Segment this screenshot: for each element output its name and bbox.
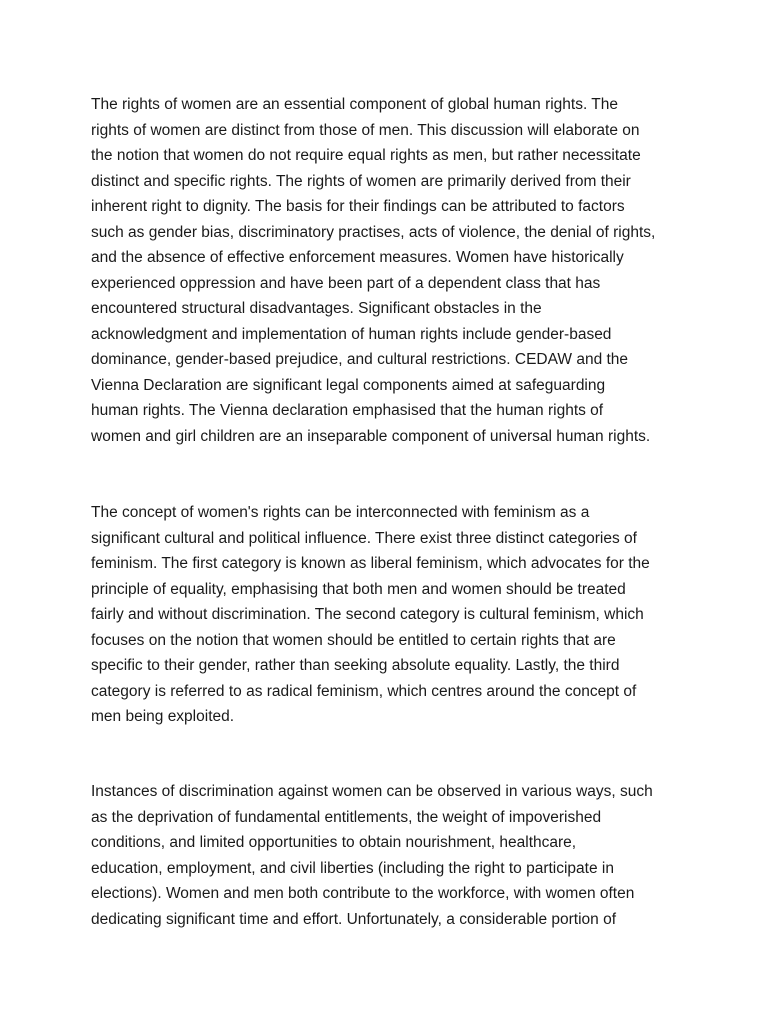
text-line: dominance, gender-based prejudice, and cultural restrictions. CEDAW and the <box>91 351 629 368</box>
text-line: the notion that women do not require equal rights as men, but rather necessitate <box>91 147 641 164</box>
text-line: specific to their gender, rather than seeking absolute equality. Lastly, the third <box>91 657 620 674</box>
text-line: such as gender bias, discriminatory practises, acts of violence, the denial of rights, <box>91 223 656 241</box>
text-line: and the absence of effective enforcement measures. Women have historically <box>91 249 624 266</box>
text-line: Instances of discrimination against women can be observed in various ways, such <box>91 783 653 800</box>
text-line: Vienna Declaration are significant legal components aimed at safeguarding <box>91 376 606 394</box>
text-line: as the deprivation of fundamental entitlements, the weight of impoverished <box>91 808 602 826</box>
paragraph-feminism-categories <box>91 500 691 730</box>
text-line: focuses on the notion that women should be entitled to certain rights that are <box>91 631 616 649</box>
text-line: The rights of women are an essential component of global human rights. The <box>91 96 619 113</box>
text-line: category is referred to as radical feminism, which centres around the concept of <box>91 682 637 700</box>
text-line: The concept of women's rights can be interconnected with feminism as a <box>91 504 590 521</box>
text-line: experienced oppression and have been part of a dependent class that has <box>91 274 601 292</box>
text-line: elections). Women and men both contribute to the workforce, with women often <box>91 885 635 902</box>
text-line: feminism. The first category is known as liberal feminism, which advocates for the <box>91 555 650 572</box>
text-line: rights of women are distinct from those of men. This discussion will elaborate on <box>91 121 640 139</box>
text-line: fairly and without discrimination. The second category is cultural feminism, which <box>91 606 644 623</box>
text-line: conditions, and limited opportunities to obtain nourishment, healthcare, <box>91 834 577 851</box>
paragraph-discrimination <box>91 779 691 932</box>
text-line: men being exploited. <box>91 708 235 725</box>
text-line: inherent right to dignity. The basis for their findings can be attributed to factors <box>91 198 625 215</box>
text-line: significant cultural and political influence. There exist three distinct categories of <box>91 529 637 547</box>
paragraph-womens-rights <box>91 92 691 449</box>
text-line: dedicating significant time and effort. Unfortunately, a considerable portion of <box>91 910 617 928</box>
text-line: distinct and specific rights. The rights of women are primarily derived from their <box>91 172 631 190</box>
text-line: acknowledgment and implementation of human rights include gender-based <box>91 325 612 343</box>
text-line: principle of equality, emphasising that both men and women should be treated <box>91 580 626 598</box>
text-line: women and girl children are an inseparable component of universal human rights. <box>91 427 651 445</box>
text-line: encountered structural disadvantages. Significant obstacles in the <box>91 300 542 317</box>
text-line: human rights. The Vienna declaration emphasised that the human rights of <box>91 402 604 419</box>
text-line: education, employment, and civil liberties (including the right to participate in <box>91 859 614 877</box>
